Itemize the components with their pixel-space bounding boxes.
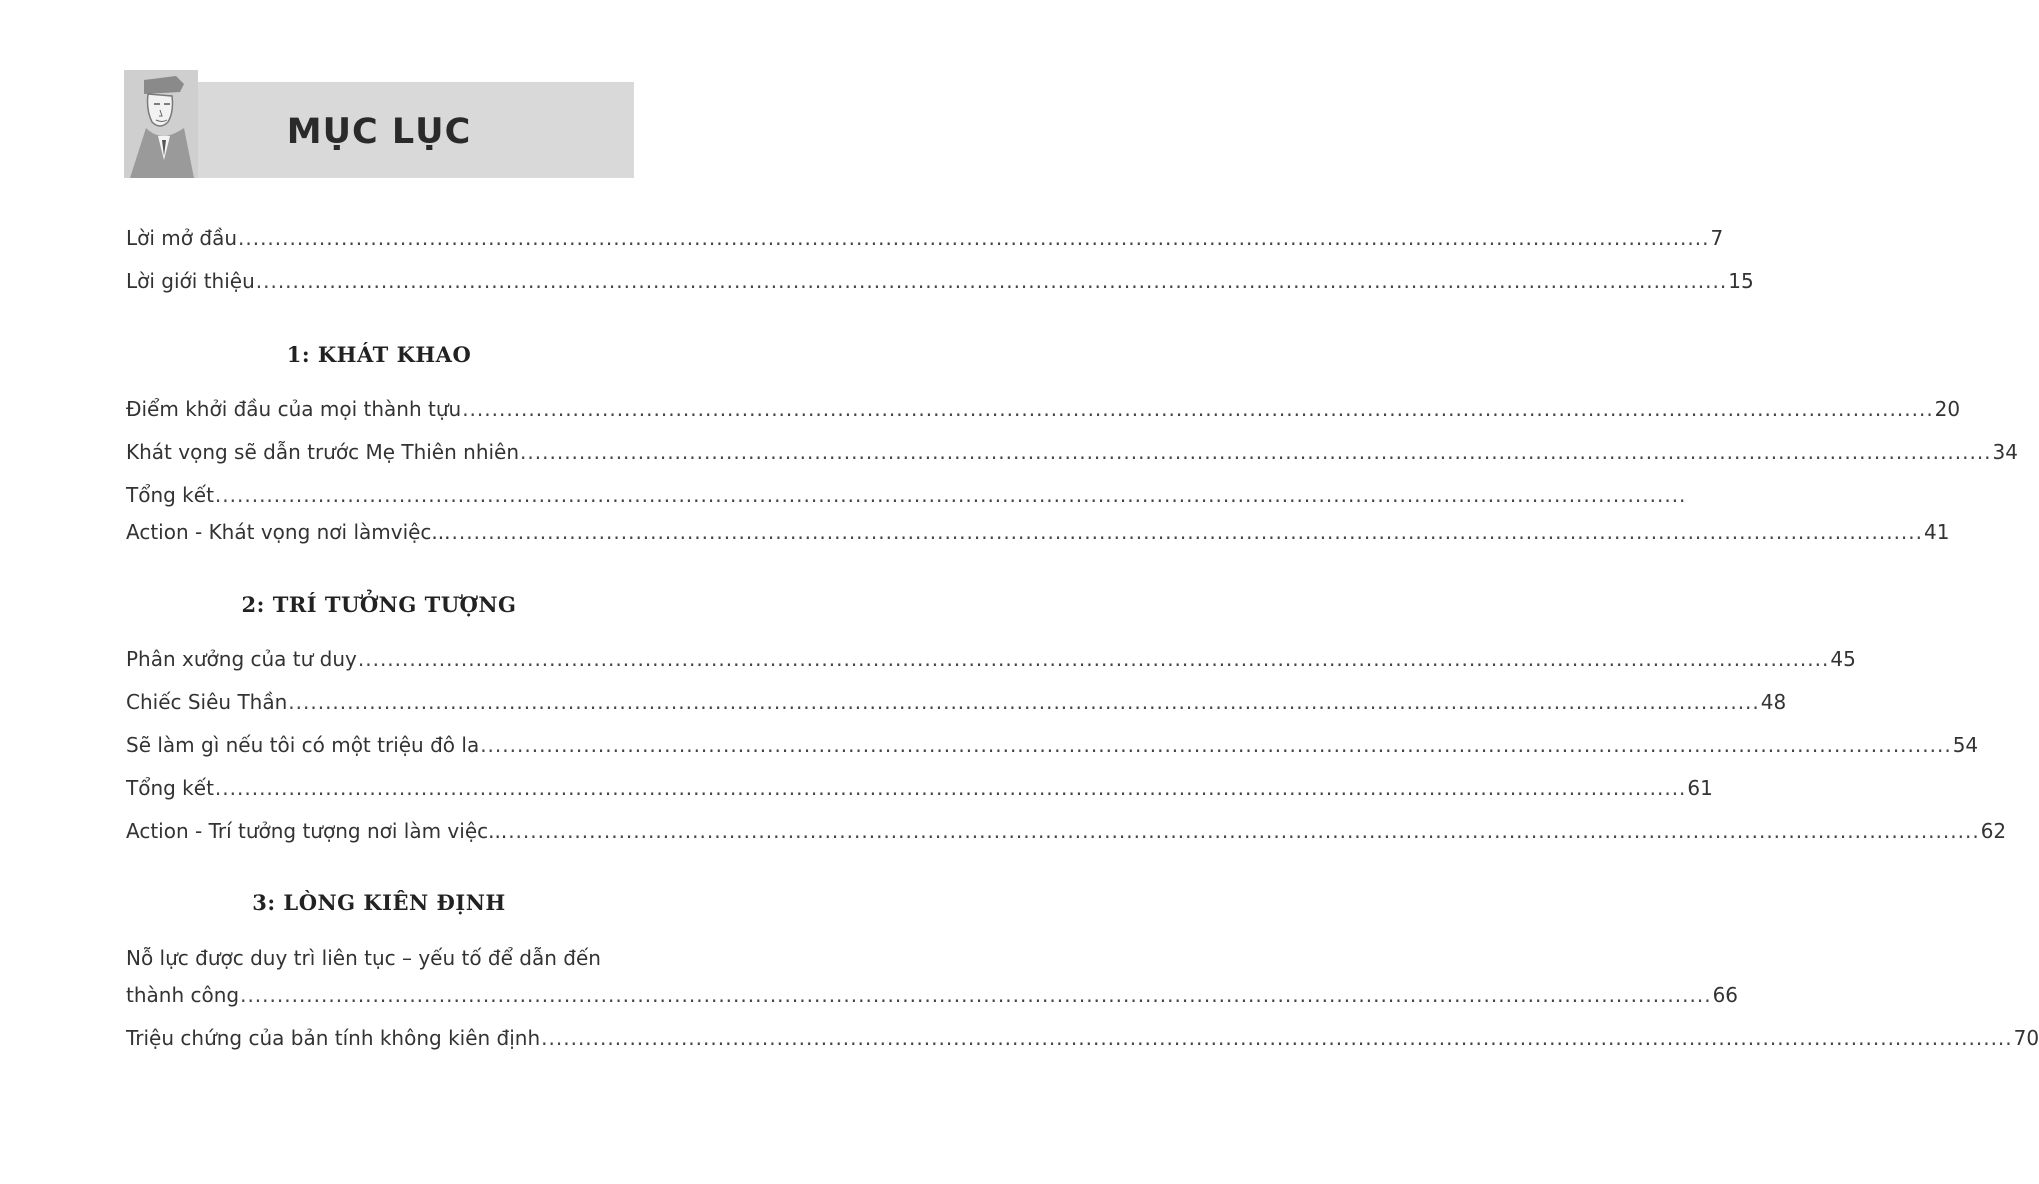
toc-entry[interactable] <box>126 776 1713 810</box>
toc-entry-title: Chiếc Siêu Thần <box>126 690 288 714</box>
toc-leader-dots: ........................................................................................................................................................................................................ <box>541 1026 2013 1050</box>
toc-entry[interactable] <box>126 983 1739 1017</box>
toc-leader-dots: ........................................................................................................................................................................................................ <box>508 819 1980 843</box>
toc-leader-dots: ........................................................................................................................................................................................................ <box>288 690 1760 714</box>
toc-entry-page: 66 <box>1712 983 1739 1007</box>
toc-entry-title: Khát vọng sẽ dẫn trước Mẹ Thiên nhiên <box>126 440 520 464</box>
toc-entry-title: Điểm khởi đầu của mọi thành tựu <box>126 397 462 421</box>
toc-entry-page: 62 <box>1980 819 2007 843</box>
page-title: MỤC LỤC <box>286 112 472 152</box>
chapter-heading: 2: TRÍ TƯỞNG TƯỢNG <box>241 592 517 617</box>
toc-entry-page: 70 <box>2013 1026 2039 1050</box>
toc-entry-title: Phân xưởng của tư duy <box>126 647 357 671</box>
toc-entry[interactable] <box>126 440 2018 474</box>
toc-entry-page: 41 <box>1924 520 1950 544</box>
toc-entry-page: 7 <box>1710 226 1724 250</box>
toc-entry-page: 34 <box>1992 440 2018 464</box>
toc-leader-dots: ........................................................................................................................................................................................................ <box>520 440 1992 464</box>
toc-entry[interactable] <box>126 226 1724 260</box>
chapter-heading: 3: LÒNG KIÊN ĐỊNH <box>252 890 506 915</box>
toc-leader-dots: ........................................................................................................................................................................................................ <box>214 776 1687 800</box>
toc-entry[interactable] <box>126 269 1754 303</box>
toc-leader-dots: ........................................................................................................................................................................................................ <box>238 226 1710 250</box>
toc-entry-title: Sẽ làm gì nếu tôi có một triệu đô la <box>126 733 480 757</box>
toc-entry[interactable] <box>126 397 1961 431</box>
toc-entry-page: 48 <box>1760 690 1787 714</box>
toc-entry-title: Tổng kết <box>126 776 214 800</box>
toc-entry[interactable] <box>126 647 1856 681</box>
toc-entry-page: 45 <box>1830 647 1856 671</box>
toc-entry[interactable] <box>126 733 1979 767</box>
toc-entry-title-line: Nỗ lực được duy trì liên tục – yếu tố để dẫn đến <box>126 946 601 970</box>
toc-entry-title: Action - Trí tưởng tượng nơi làm việc... <box>126 819 508 843</box>
toc-entry-title: thành công <box>126 983 240 1007</box>
toc-entry[interactable] <box>126 690 1787 724</box>
toc-entry-page: 20 <box>1934 397 1961 421</box>
toc-leader-dots: ........................................................................................................................................................................................................ <box>240 983 1712 1007</box>
toc-entry-title: Tổng kết <box>126 483 214 507</box>
toc-entry-title: Action - Khát vọng nơi làmviệc... <box>126 520 451 544</box>
toc-leader-dots: ........................................................................................................................................................................................................ <box>357 647 1830 671</box>
toc-leader-dots: ........................................................................................................................................................................................................ <box>255 269 1728 293</box>
toc-entry[interactable] <box>126 819 2007 853</box>
toc-entry-title: Lời mở đầu <box>126 226 237 250</box>
toc-leader-dots: ........................................................................................................................................................................................................ <box>214 483 1687 507</box>
toc-leader-dots: ........................................................................................................................................................................................................ <box>451 520 1923 544</box>
toc-entry-page: 54 <box>1952 733 1979 757</box>
toc-entry-page: 61 <box>1687 776 1713 800</box>
toc-entry[interactable] <box>126 483 1687 517</box>
toc-entry-title: Triệu chứng của bản tính không kiên định <box>126 1026 541 1050</box>
toc-leader-dots: ........................................................................................................................................................................................................ <box>462 397 1934 421</box>
chapter-heading: 1: KHÁT KHAO <box>286 342 472 367</box>
toc-entry[interactable] <box>126 520 1950 554</box>
toc-entry-page: 15 <box>1728 269 1754 293</box>
toc-entry-title: Lời giới thiệu <box>126 269 255 293</box>
toc-entry[interactable] <box>126 1026 2039 1060</box>
toc-leader-dots: ........................................................................................................................................................................................................ <box>480 733 1952 757</box>
